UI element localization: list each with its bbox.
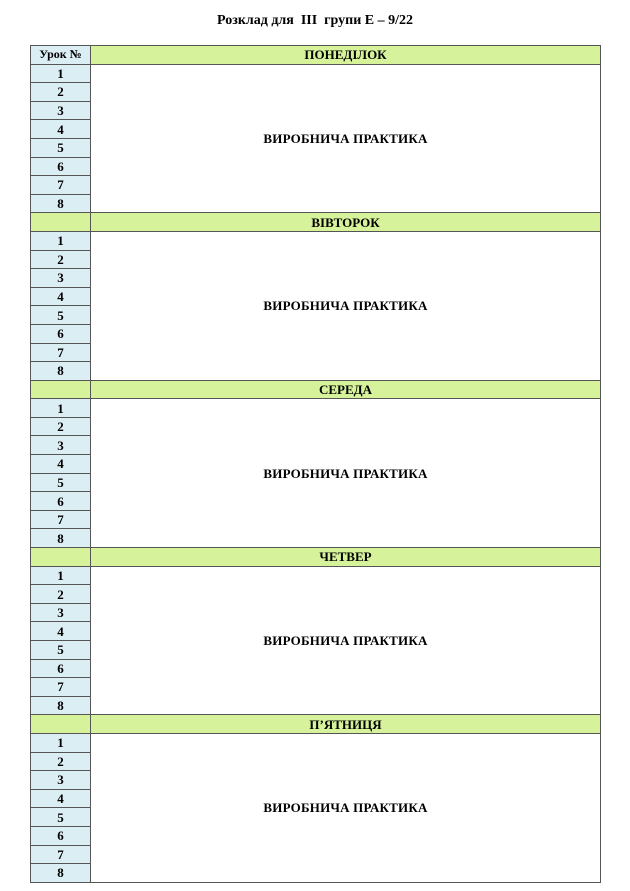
lesson-number-header: Урок № [31, 46, 91, 65]
day-content: ВИРОБНИЧА ПРАКТИКА [91, 733, 601, 882]
lesson-number: 8 [31, 529, 91, 548]
lesson-number: 5 [31, 641, 91, 660]
lesson-row [31, 399, 601, 418]
page-title: Розклад для ІІІ групи Е – 9/22 [216, 13, 413, 28]
lesson-number: 8 [31, 864, 91, 883]
lesson-number: 6 [31, 324, 91, 343]
lesson-number: 7 [31, 510, 91, 529]
day-header-spacer [31, 380, 91, 399]
lesson-row [31, 566, 601, 585]
day-content: ВИРОБНИЧА ПРАКТИКА [91, 231, 601, 380]
lesson-number: 4 [31, 455, 91, 474]
schedule-table [30, 45, 601, 883]
day-header-row [31, 213, 601, 232]
lesson-number: 3 [31, 436, 91, 455]
lesson-number: 5 [31, 138, 91, 157]
lesson-number: 3 [31, 101, 91, 120]
lesson-number: 8 [31, 362, 91, 381]
lesson-number: 2 [31, 250, 91, 269]
day-name: ПОНЕДІЛОК [91, 46, 601, 65]
day-name: ЧЕТВЕР [91, 548, 601, 567]
day-header-row [31, 715, 601, 734]
lesson-number: 7 [31, 176, 91, 195]
lesson-number: 4 [31, 287, 91, 306]
lesson-row [31, 231, 601, 250]
lesson-number: 6 [31, 492, 91, 511]
lesson-row [31, 64, 601, 83]
lesson-number: 8 [31, 194, 91, 213]
day-header-row [31, 46, 601, 65]
day-header-row [31, 548, 601, 567]
day-header-spacer [31, 213, 91, 232]
lesson-number: 7 [31, 678, 91, 697]
lesson-number: 2 [31, 417, 91, 436]
lesson-number: 1 [31, 64, 91, 83]
lesson-number: 5 [31, 808, 91, 827]
lesson-row [31, 733, 601, 752]
lesson-number: 6 [31, 659, 91, 678]
lesson-number: 1 [31, 231, 91, 250]
lesson-number: 6 [31, 826, 91, 845]
lesson-number: 3 [31, 269, 91, 288]
day-name: П’ЯТНИЦЯ [91, 715, 601, 734]
day-name: ВІВТОРОК [91, 213, 601, 232]
day-content: ВИРОБНИЧА ПРАКТИКА [91, 566, 601, 715]
lesson-number: 5 [31, 306, 91, 325]
day-content: ВИРОБНИЧА ПРАКТИКА [91, 64, 601, 213]
lesson-number: 1 [31, 733, 91, 752]
day-content: ВИРОБНИЧА ПРАКТИКА [91, 399, 601, 548]
lesson-number: 5 [31, 473, 91, 492]
lesson-number: 4 [31, 120, 91, 139]
lesson-number: 4 [31, 789, 91, 808]
day-header-spacer [31, 715, 91, 734]
lesson-number: 1 [31, 399, 91, 418]
lesson-number: 4 [31, 622, 91, 641]
day-name: СЕРЕДА [91, 380, 601, 399]
lesson-number: 2 [31, 585, 91, 604]
lesson-number: 2 [31, 752, 91, 771]
day-header-spacer [31, 548, 91, 567]
lesson-number: 8 [31, 696, 91, 715]
lesson-number: 7 [31, 343, 91, 362]
lesson-number: 3 [31, 603, 91, 622]
lesson-number: 6 [31, 157, 91, 176]
lesson-number: 7 [31, 845, 91, 864]
lesson-number: 2 [31, 83, 91, 102]
day-header-row [31, 380, 601, 399]
lesson-number: 3 [31, 771, 91, 790]
schedule-body [31, 46, 601, 883]
lesson-number: 1 [31, 566, 91, 585]
